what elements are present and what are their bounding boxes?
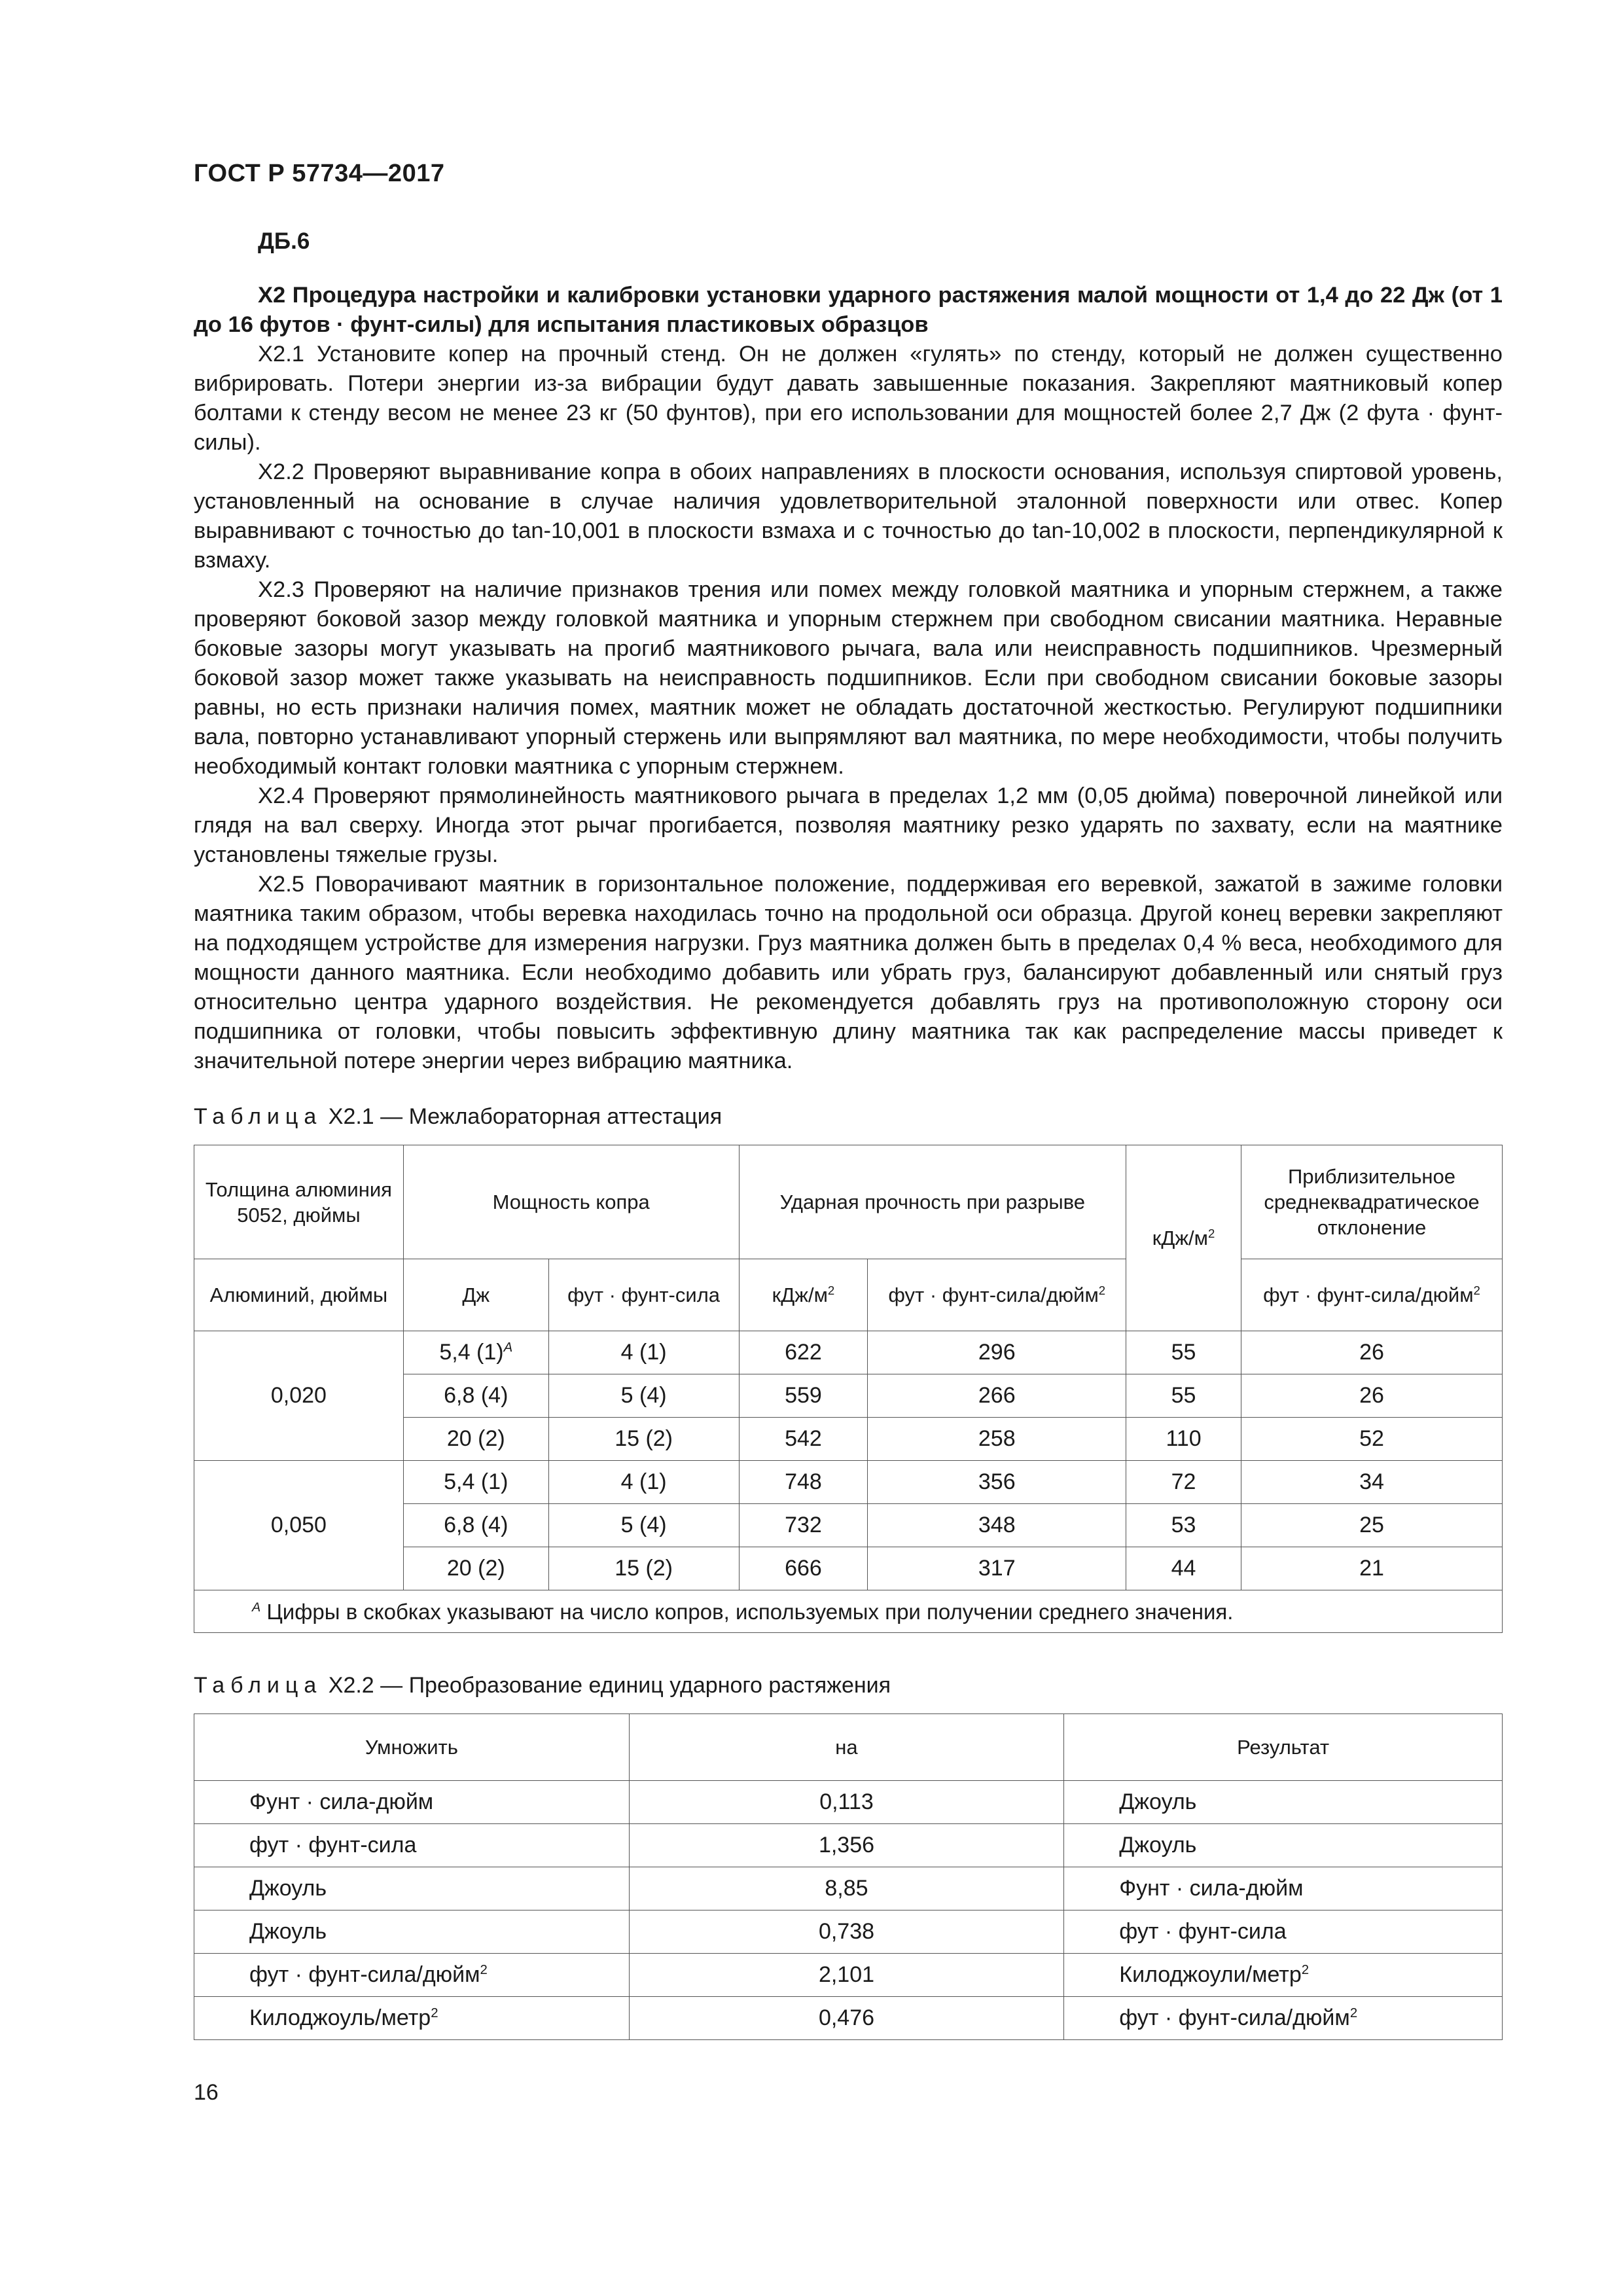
ft-lbf-in-cell: 356 xyxy=(868,1461,1126,1504)
multiply-cell: Фунт · сила-дюйм xyxy=(194,1781,630,1824)
factor-cell: 0,476 xyxy=(629,1997,1064,2040)
section-title: Х2 Процедура настройки и калибровки установки ударного растяжения малой мощности от 1,4 до 22 Дж (от 1 до 16 футов · фунт-силы) для испытания пластиковых образцов xyxy=(194,283,1503,337)
header-joule: Дж xyxy=(403,1259,548,1331)
kj-m2-col-cell: 72 xyxy=(1126,1461,1241,1504)
result-cell: Джоуль xyxy=(1064,1781,1503,1824)
header-ft-lbf: фут · фунт-сила xyxy=(548,1259,739,1331)
table2-caption: Таблица Х2.2 — Преобразование единиц ударного растяжения xyxy=(194,1673,891,1698)
table-footnote: $^A$ Цифры в скобках указывают на число копров, используемых при получении среднего значения. xyxy=(194,1590,1503,1633)
joule-cell: 5,4 (1) xyxy=(403,1461,548,1504)
multiply-cell: фут · фунт-сила xyxy=(194,1824,630,1867)
annex-label: ДБ.6 xyxy=(258,228,310,254)
deviation-cell: 21 xyxy=(1241,1547,1503,1590)
header-result: Результат xyxy=(1064,1714,1503,1781)
deviation-cell: 26 xyxy=(1241,1374,1503,1418)
joule-cell: 5,4 $(1)^A$ xyxy=(403,1331,548,1374)
table-row xyxy=(194,1824,1503,1867)
kj-m2-cell: 542 xyxy=(739,1418,868,1461)
paragraph-x2-1: Х2.1 Установите копер на прочный стенд. Он не должен «гулять» по стенду, который не должен существенно вибрировать. Потери энергии из-за вибрации будут давать завышенные показания. Закрепляют маятниковый копер болтами к стенду весом не менее 23 кг (50 фунтов), при его использовании для мощностей более 2,7 Дж (2 фута · фунт-силы). xyxy=(194,342,1503,455)
table-row xyxy=(194,1781,1503,1824)
header-by: на xyxy=(629,1714,1064,1781)
multiply-cell: фут · фунт-сила/дюйм$^2$ xyxy=(194,1954,630,1997)
paragraph-x2-4: Х2.4 Проверяют прямолинейность маятникового рычага в пределах 1,2 мм (0,05 дюйма) поверочной линейкой или глядя на вал сверху. Иногда этот рычаг прогибается, позволяя маятнику резко ударять по захвату, если на маятнике установлены тяжелые грузы. xyxy=(194,783,1503,867)
header-dev-unit: фут · фунт-сила/дюйм$^2$ xyxy=(1241,1259,1503,1331)
paragraph-x2-5: Х2.5 Поворачивают маятник в горизонтальное положение, поддерживая его веревкой, зажатой в зажиме головки маятника таким образом, чтобы веревка находилась точно на продольной оси образца. Другой конец веревки закрепляют на подходящем устройстве для измерения нагрузки. Груз маятника должен быть в пределах 0,4 % веса, необходимого для мощности данного маятника. Если необходимо добавить или убрать груз, балансируют добавленный или снятый груз относительно центра ударного воздействия. Не рекомендуется добавлять груз на противоположную сторону оси подшипника от головки, чтобы повысить эффективную длину маятника так как распределение массы приведет к значительной потере энергии через вибрацию маятника. xyxy=(194,872,1503,1073)
result-cell: Килоджоули/метр$^2$ xyxy=(1064,1954,1503,1997)
ft-lbf-cell: 5 (4) xyxy=(548,1374,739,1418)
ft-lbf-in-cell: 266 xyxy=(868,1374,1126,1418)
footnote-row xyxy=(194,1590,1503,1633)
ft-lbf-cell: 15 (2) xyxy=(548,1418,739,1461)
kj-m2-col-cell: 55 xyxy=(1126,1374,1241,1418)
factor-cell: 8,85 xyxy=(629,1867,1064,1910)
ft-lbf-in-cell: 296 xyxy=(868,1331,1126,1374)
kj-m2-col-cell: 110 xyxy=(1126,1418,1241,1461)
table-unit-conversion xyxy=(194,1713,1503,2040)
deviation-cell: 26 xyxy=(1241,1331,1503,1374)
kj-m2-col-cell: 55 xyxy=(1126,1331,1241,1374)
paragraph-x2-2: Х2.2 Проверяют выравнивание копра в обоих направлениях в плоскости основания, используя спиртовой уровень, установленный на основание в случае наличия удовлетворительной эталонной поверхности или отвес. Копер выравнивают с точностью до tan-10,001 в плоскости взмаха и с точностью до tan-10,002 в плоскости, перпендикулярной к взмаху. xyxy=(194,459,1503,573)
deviation-cell: 25 xyxy=(1241,1504,1503,1547)
table1-caption: Таблица Х2.1 — Межлабораторная аттестация xyxy=(194,1104,722,1129)
ft-lbf-cell: 15 (2) xyxy=(548,1547,739,1590)
kj-m2-col-cell: 44 xyxy=(1126,1547,1241,1590)
document-header: ГОСТ Р 57734—2017 xyxy=(194,160,445,187)
kj-m2-cell: 622 xyxy=(739,1331,868,1374)
ft-lbf-cell: 5 (4) xyxy=(548,1504,739,1547)
ft-lbf-cell: 4 (1) xyxy=(548,1461,739,1504)
result-cell: Джоуль xyxy=(1064,1824,1503,1867)
thickness-cell: 0,020 xyxy=(194,1331,404,1461)
factor-cell: 2,101 xyxy=(629,1954,1064,1997)
header-deviation: Приблизительное среднеквадратическое отклонение xyxy=(1241,1145,1503,1259)
kj-m2-col-cell: 53 xyxy=(1126,1504,1241,1547)
result-cell: Фунт · сила-дюйм xyxy=(1064,1867,1503,1910)
factor-cell: 0,113 xyxy=(629,1781,1064,1824)
deviation-cell: 52 xyxy=(1241,1418,1503,1461)
kj-m2-cell: 732 xyxy=(739,1504,868,1547)
footnote-mark: A xyxy=(503,1340,513,1355)
kj-m2-cell: 748 xyxy=(739,1461,868,1504)
joule-cell: 20 (2) xyxy=(403,1547,548,1590)
header-kj-m2: кДж/$м^2$ xyxy=(739,1259,868,1331)
header-multiply: Умножить xyxy=(194,1714,630,1781)
multiply-cell: Джоуль xyxy=(194,1910,630,1954)
kj-m2-cell: 666 xyxy=(739,1547,868,1590)
table-row xyxy=(194,1331,1503,1374)
header-ft-lbf-in: фут · фунт-сила/дюйм$^2$ xyxy=(868,1259,1126,1331)
ft-lbf-in-cell: 258 xyxy=(868,1418,1126,1461)
page-number: 16 xyxy=(194,2080,219,2105)
table1-body xyxy=(194,1331,1503,1633)
result-cell: фут · фунт-сила xyxy=(1064,1910,1503,1954)
ft-lbf-cell: 4 (1) xyxy=(548,1331,739,1374)
header-kj-m2-col: кДж/$м^2$ xyxy=(1126,1145,1241,1331)
multiply-cell: Джоуль xyxy=(194,1867,630,1910)
ft-lbf-in-cell: 348 xyxy=(868,1504,1126,1547)
deviation-cell: 34 xyxy=(1241,1461,1503,1504)
table-row xyxy=(194,1910,1503,1954)
header-power: Мощность копра xyxy=(403,1145,739,1259)
table-row xyxy=(194,1461,1503,1504)
table-row xyxy=(194,1954,1503,1997)
paragraph-x2-3: Х2.3 Проверяют на наличие признаков трения или помех между головкой маятника и упорным стержнем, а также проверяют боковой зазор между головкой маятника и упорным стержнем при свободном свисании маятника. Неравные боковые зазоры могут указывать на прогиб маятникового рычага, вала или неисправность подшипников. Чрезмерный боковой зазор может также указывать на неисправность подшипников. Если при свободном свисании боковые зазоры равны, но есть признаки наличия помех, маятник может не обладать достаточной жесткостью. Регулируют подшипники вала, повторно устанавливают упорный стержень или выпрямляют вал маятника, по мере необходимости, чтобы получить необходимый контакт головки маятника с упорным стержнем. xyxy=(194,577,1503,779)
table-row xyxy=(194,1997,1503,2040)
header-strength: Ударная прочность при разрыве xyxy=(739,1145,1126,1259)
factor-cell: 0,738 xyxy=(629,1910,1064,1954)
table-row xyxy=(194,1867,1503,1910)
ft-lbf-in-cell: 317 xyxy=(868,1547,1126,1590)
kj-m2-cell: 559 xyxy=(739,1374,868,1418)
joule-cell: 20 (2) xyxy=(403,1418,548,1461)
multiply-cell: Килоджоуль/метр$^2$ xyxy=(194,1997,630,2040)
joule-cell: 6,8 (4) xyxy=(403,1504,548,1547)
table2-body xyxy=(194,1781,1503,2040)
header-aluminum-in: Алюминий, дюймы xyxy=(194,1259,404,1331)
table-interlab-certification xyxy=(194,1145,1503,1633)
joule-cell: 6,8 (4) xyxy=(403,1374,548,1418)
result-cell: фут · фунт-сила/дюйм$^2$ xyxy=(1064,1997,1503,2040)
factor-cell: 1,356 xyxy=(629,1824,1064,1867)
thickness-cell: 0,050 xyxy=(194,1461,404,1590)
page-content xyxy=(194,226,1503,2040)
header-thickness: Толщина алюминия 5052, дюймы xyxy=(194,1145,404,1259)
